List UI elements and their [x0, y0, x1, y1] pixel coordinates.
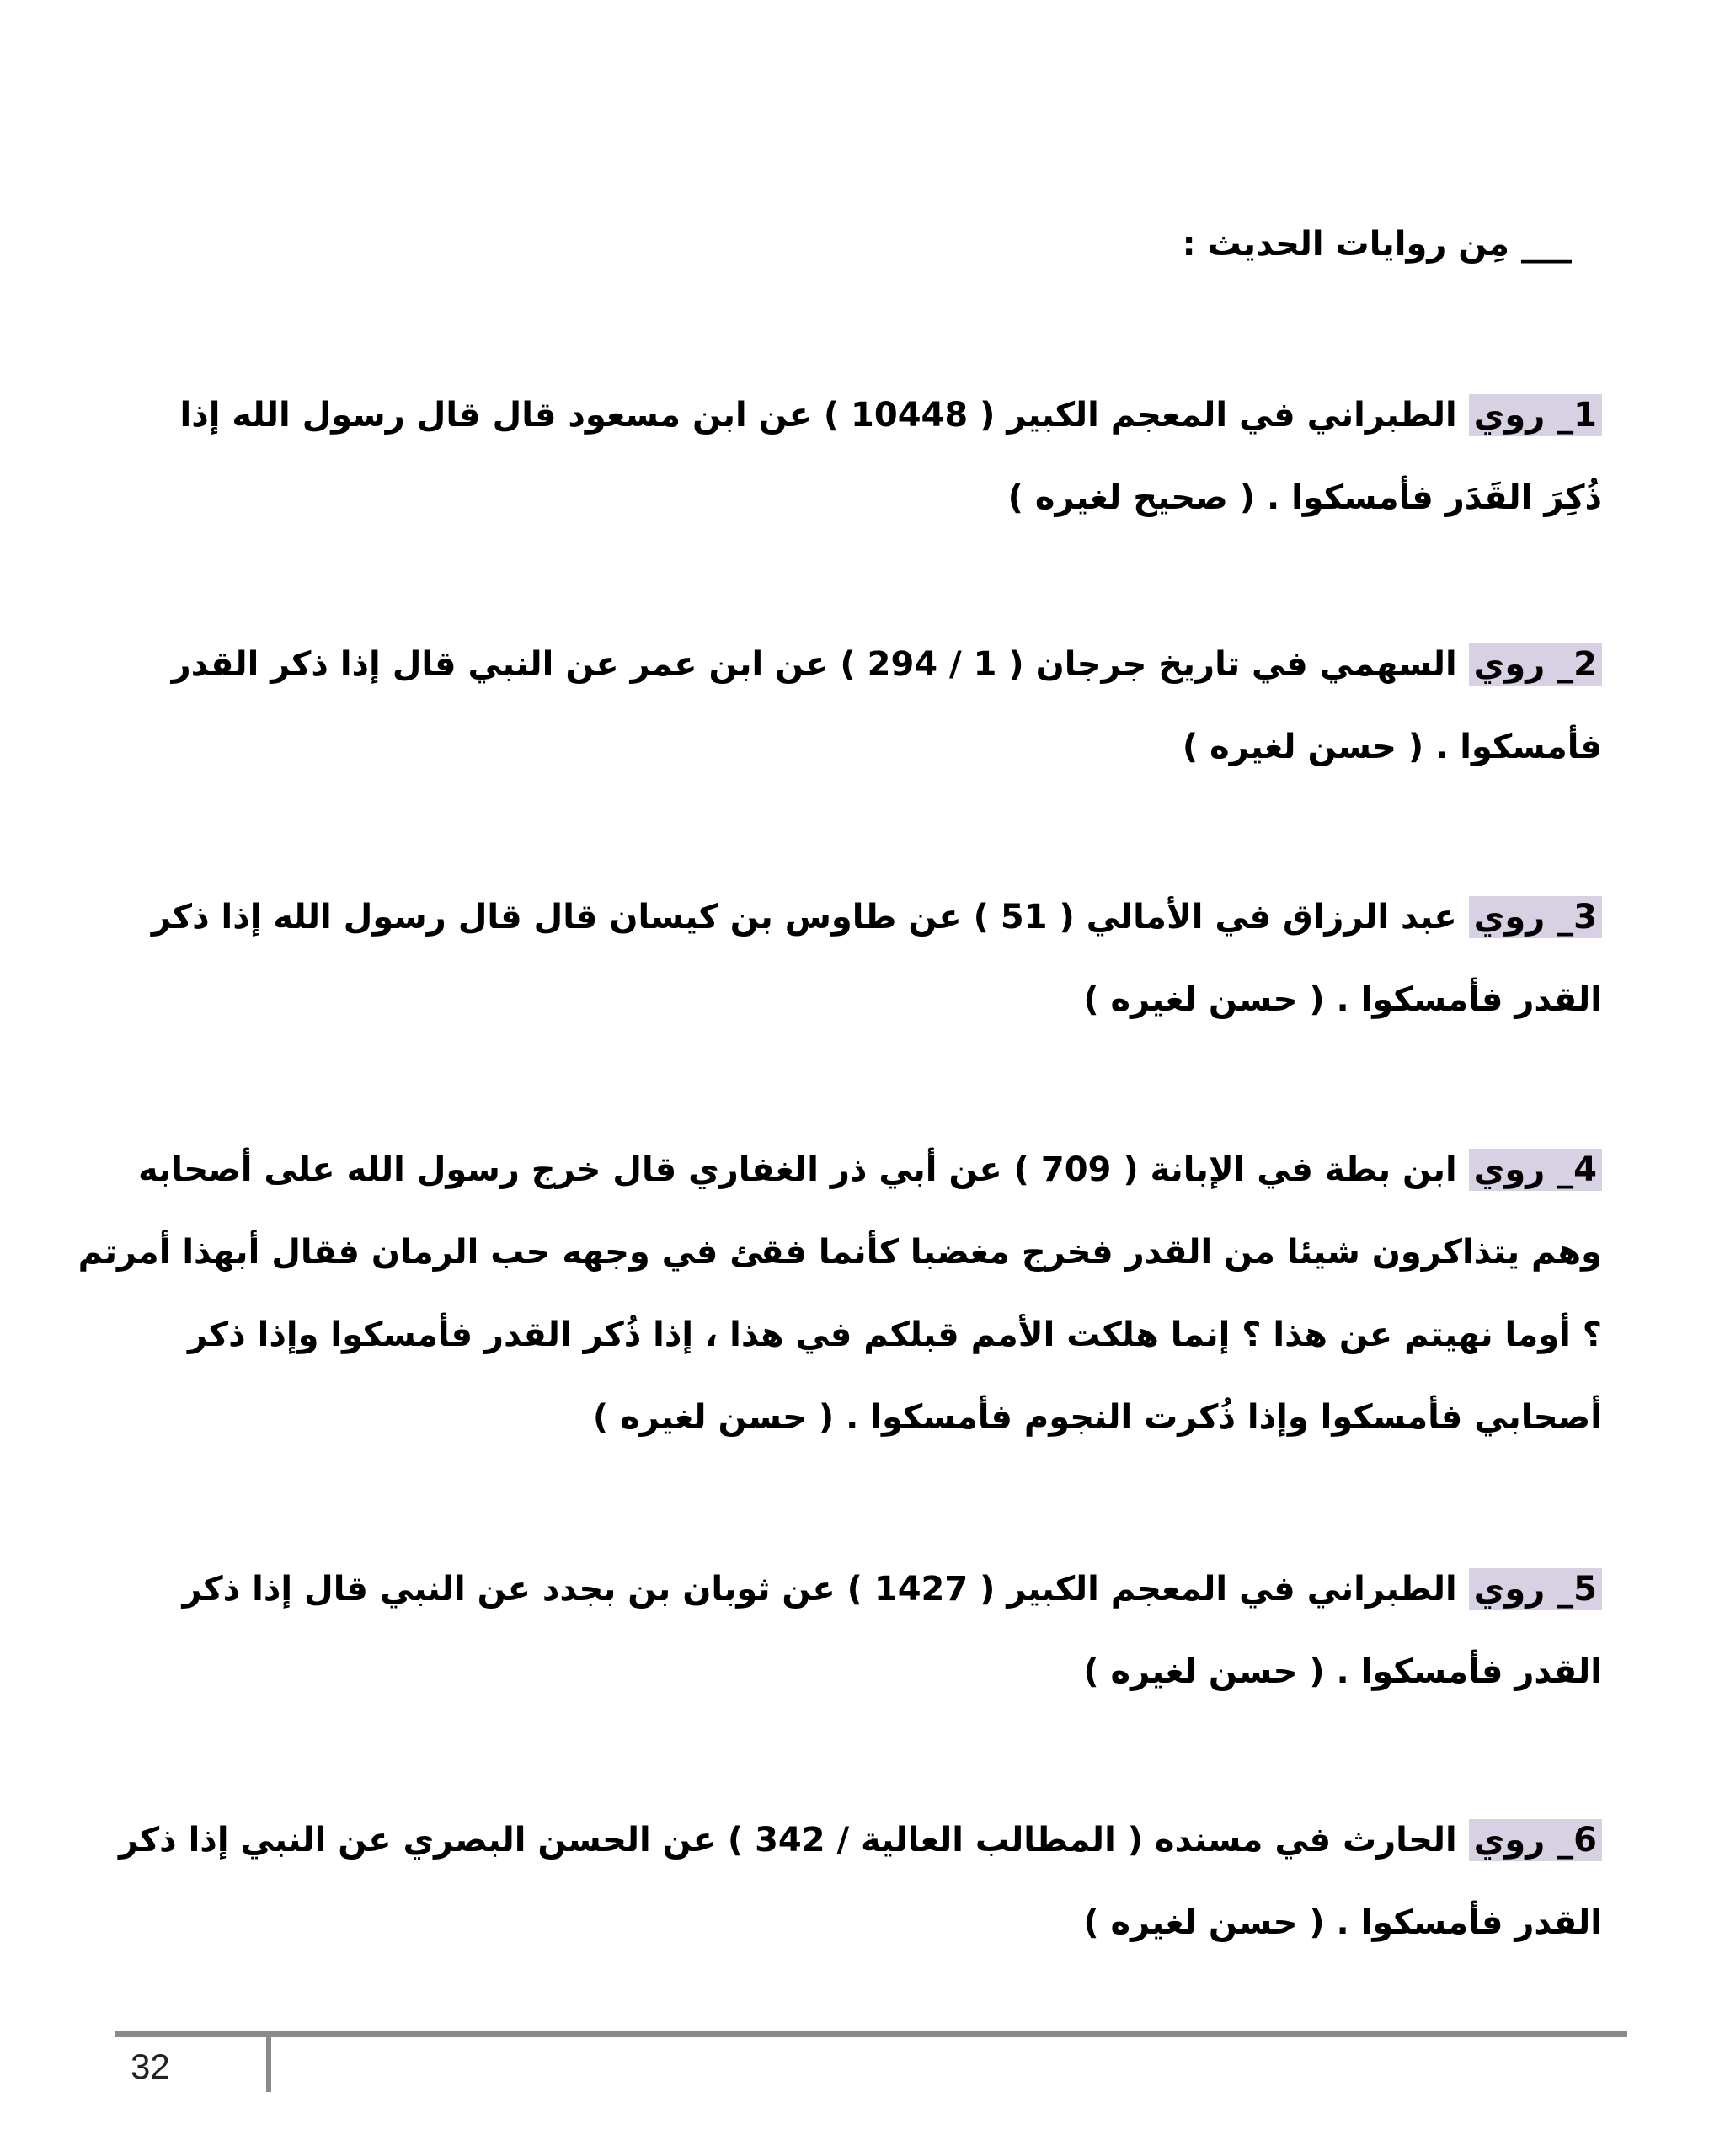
narration-number-highlight: 1_ روي [1469, 394, 1602, 436]
narration-number-highlight: 3_ روي [1469, 896, 1602, 938]
narration-2 [120, 623, 1602, 788]
narration-1 [120, 374, 1602, 539]
narration-text: عبد الرزاق في الأمالي ( 51 ) عن طاوس بن كيسان قال قال رسول الله إذا ذكر القدر فأمسكوا . ( حسن لغيره ) [151, 898, 1602, 1019]
narration-number-highlight: 5_ روي [1469, 1568, 1602, 1610]
narration-5 [120, 1548, 1602, 1713]
narration-3 [120, 876, 1602, 1041]
narration-text: السهمي في تاريخ جرجان ( 1 / 294 ) عن ابن عمر عن النبي قال إذا ذكر القدر فأمسكوا . ( حسن لغيره ) [171, 645, 1602, 766]
page-heading: ___ مِن روايات الحديث : [1182, 225, 1572, 264]
narration-4 [77, 1129, 1602, 1459]
narration-text: الحارث في مسنده ( المطالب العالية / 342 ) عن الحسن البصري عن النبي إذا ذكر القدر فأمسكوا . ( حسن لغيره ) [118, 1821, 1602, 1942]
narration-number-highlight: 6_ روي [1469, 1819, 1602, 1861]
narration-text: ابن بطة في الإبانة ( 709 ) عن أبي ذر الغفاري قال خرج رسول الله على أصحابه وهم يتذاكرون شيئا من القدر فخرج مغضبا كأنما فقئ في وجهه حب الرمان فقال أبهذا أمرتم ؟ أوما نهيتم عن هذا ؟ إنما هلكت الأمم قبلكم في هذا ، إذا ذُكر القدر فأمسكوا وإذا ذكر أصحابي فأمسكوا وإذا ذُكرت النجوم فأمسكوا . ( حسن لغيره ) [77, 1150, 1602, 1437]
page-number: 32 [131, 2047, 170, 2086]
footer-divider-tick [266, 2031, 271, 2092]
narration-text: الطبراني في المعجم الكبير ( 10448 ) عن ابن مسعود قال قال رسول الله إذا ذُكِرَ القَدَر فأمسكوا . ( صحيح لغيره ) [179, 396, 1602, 517]
narration-number-highlight: 4_ روي [1469, 1149, 1602, 1191]
narration-number-highlight: 2_ روي [1469, 643, 1602, 686]
footer-rule [115, 2031, 1627, 2037]
narration-6 [86, 1799, 1602, 1964]
narration-text: الطبراني في المعجم الكبير ( 1427 ) عن ثوبان بن بجدد عن النبي قال إذا ذكر القدر فأمسكوا . ( حسن لغيره ) [182, 1570, 1602, 1691]
